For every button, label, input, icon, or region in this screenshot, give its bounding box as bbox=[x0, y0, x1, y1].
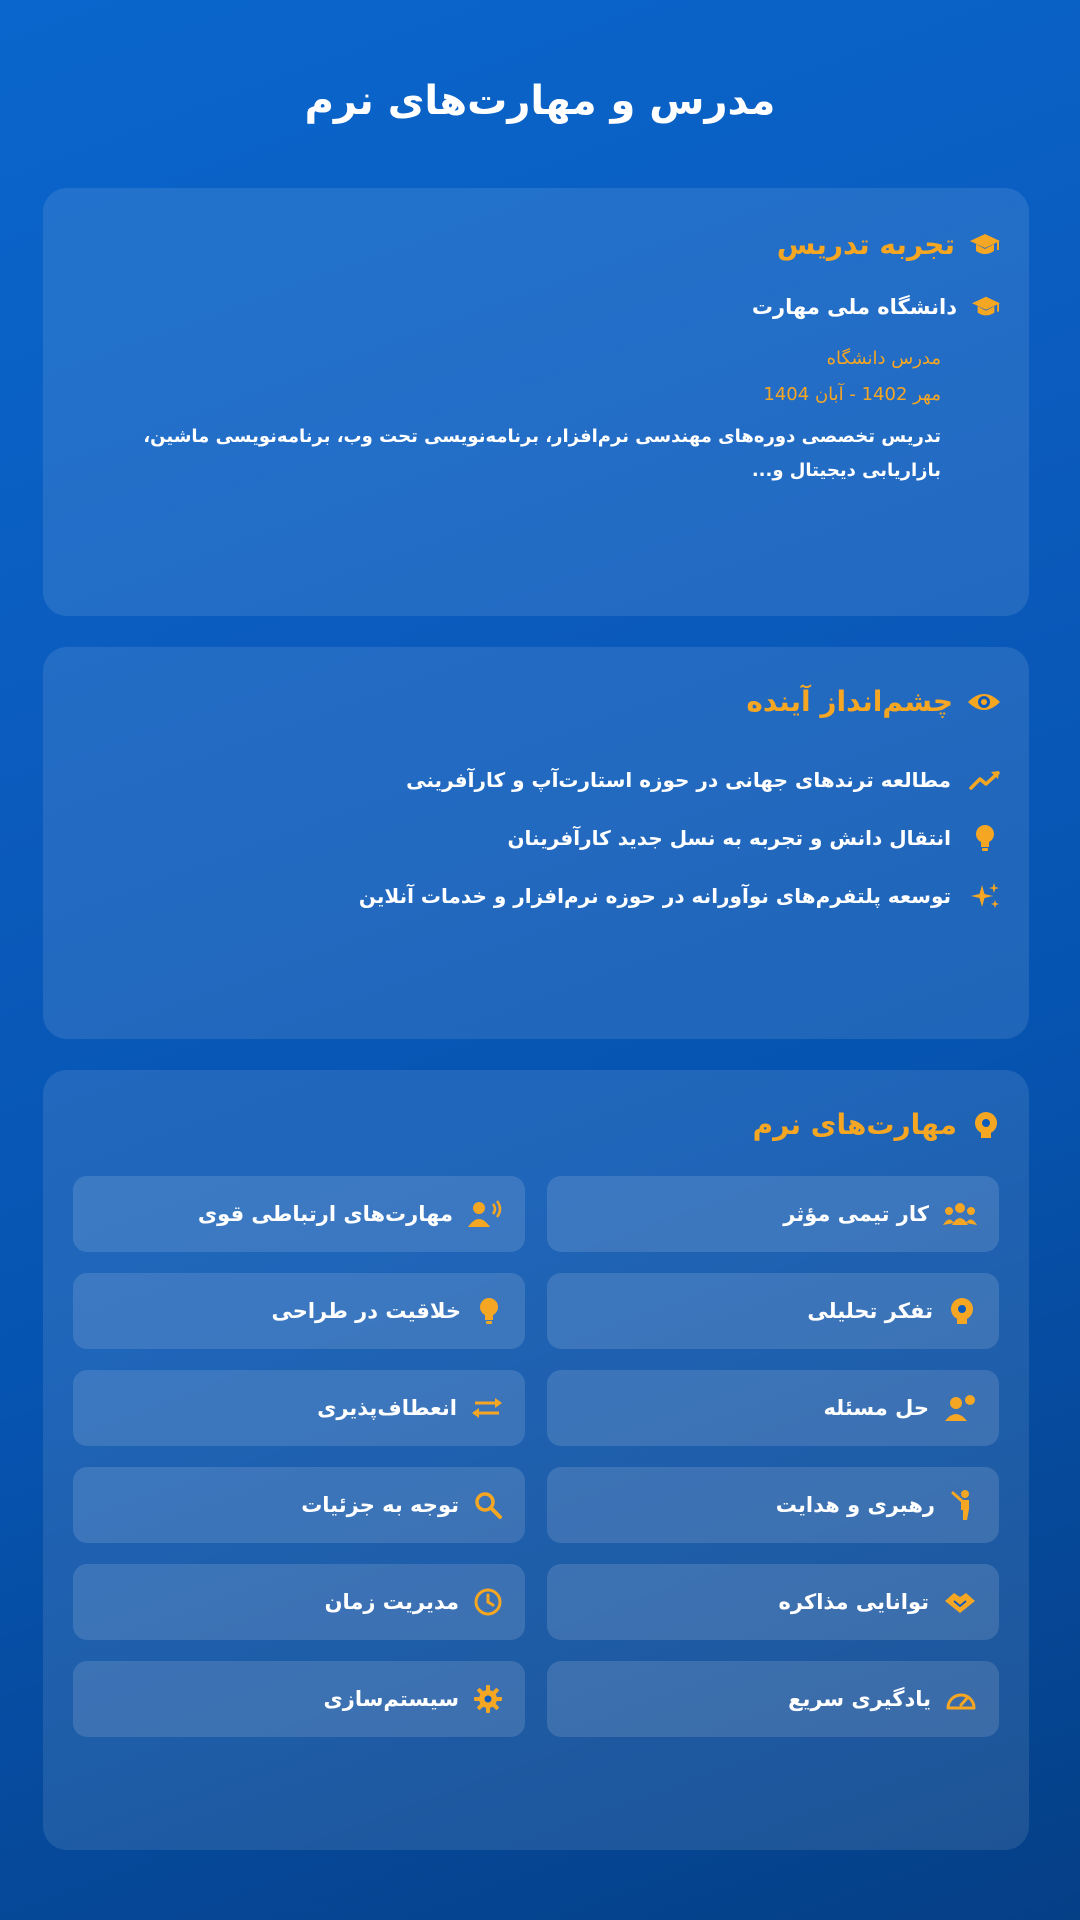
description-text: تدریس تخصصی دوره‌های مهندسی نرم‌افزار، برنامه‌نویسی تحت وب، برنامه‌نویسی ماشین، بازاریابی دیجیتال و... bbox=[143, 426, 941, 481]
skill-label: انعطاف‌پذیری bbox=[317, 1396, 457, 1420]
skill-item-flexibility bbox=[73, 1370, 525, 1446]
skill-label: خلاقیت در طراحی bbox=[271, 1299, 461, 1323]
soft-skills-heading-text: مهارت‌های نرم bbox=[752, 1108, 957, 1141]
gear-icon bbox=[473, 1684, 503, 1714]
sparkles-icon bbox=[969, 881, 1001, 911]
vision-item-text: انتقال دانش و تجربه به نسل جدید کارآفرینان bbox=[507, 826, 951, 850]
institution-name: دانشگاه ملی مهارت bbox=[751, 295, 957, 319]
skill-label: کار تیمی مؤثر bbox=[783, 1202, 929, 1226]
skill-item-creativity bbox=[73, 1273, 525, 1349]
lightbulb-icon bbox=[475, 1296, 503, 1326]
list-item bbox=[359, 867, 1001, 925]
soft-skills-card bbox=[43, 1070, 1029, 1850]
lightbulb-icon bbox=[969, 823, 1001, 853]
skills-grid bbox=[73, 1176, 999, 1737]
team-icon bbox=[943, 1201, 977, 1227]
skill-label: رهبری و هدایت bbox=[775, 1493, 935, 1517]
speaking-user-icon bbox=[467, 1200, 503, 1228]
vision-item-text: توسعه پلتفرم‌های نوآورانه در حوزه نرم‌افزار و خدمات آنلاین bbox=[358, 884, 951, 908]
skill-item-systemization bbox=[73, 1661, 525, 1737]
search-icon bbox=[473, 1490, 503, 1520]
skill-item-time-management bbox=[73, 1564, 525, 1640]
skill-item-leadership bbox=[547, 1467, 999, 1543]
vision-list bbox=[359, 751, 1001, 925]
puzzle-users-icon bbox=[943, 1394, 977, 1422]
skill-label: یادگیری سریع bbox=[788, 1687, 931, 1711]
graduation-cap-icon bbox=[971, 294, 1001, 320]
institution-row bbox=[752, 294, 1001, 320]
skill-item-communication bbox=[73, 1176, 525, 1252]
vision-heading-text: چشم‌انداز آینده bbox=[746, 685, 953, 718]
head-brain-icon bbox=[947, 1296, 977, 1326]
teaching-card bbox=[43, 188, 1029, 616]
skill-item-teamwork bbox=[547, 1176, 999, 1252]
dates-text: مهر 1402 - آبان 1404 bbox=[763, 384, 941, 405]
skill-label: تفکر تحلیلی bbox=[807, 1299, 933, 1323]
teaching-heading-text: تجربه تدریس bbox=[776, 228, 955, 261]
skill-label: مهارت‌های ارتباطی قوی bbox=[197, 1202, 453, 1226]
skill-item-negotiation bbox=[547, 1564, 999, 1640]
page-title: مدرس و مهارت‌های نرم bbox=[304, 78, 776, 124]
skill-label: توجه به جزئیات bbox=[301, 1493, 459, 1517]
skill-item-fast-learning bbox=[547, 1661, 999, 1737]
graduation-cap-icon bbox=[969, 231, 1001, 259]
eye-icon bbox=[967, 690, 1001, 714]
list-item bbox=[359, 809, 1001, 867]
gauge-icon bbox=[945, 1686, 977, 1712]
trend-up-icon bbox=[969, 768, 1001, 792]
teaching-heading bbox=[777, 228, 1001, 261]
role-text: مدرس دانشگاه bbox=[826, 348, 941, 369]
brain-icon bbox=[971, 1110, 1001, 1140]
vision-item-text: مطالعه ترندهای جهانی در حوزه استارت‌آپ و کارآفرینی bbox=[406, 768, 951, 792]
vision-card bbox=[43, 647, 1029, 1039]
vision-heading bbox=[746, 685, 1001, 718]
skill-label: توانایی مذاکره bbox=[778, 1590, 929, 1614]
skill-label: مدیریت زمان bbox=[324, 1590, 459, 1614]
list-item bbox=[359, 751, 1001, 809]
skill-label: سیستم‌سازی bbox=[323, 1687, 459, 1711]
skill-item-problem-solving bbox=[547, 1370, 999, 1446]
skill-label: حل مسئله bbox=[823, 1396, 929, 1420]
skill-item-analytical bbox=[547, 1273, 999, 1349]
leader-icon bbox=[949, 1489, 977, 1521]
swap-arrows-icon bbox=[471, 1395, 503, 1421]
skill-item-attention-to-detail bbox=[73, 1467, 525, 1543]
handshake-icon bbox=[943, 1589, 977, 1615]
clock-icon bbox=[473, 1587, 503, 1617]
soft-skills-heading bbox=[753, 1108, 1001, 1141]
